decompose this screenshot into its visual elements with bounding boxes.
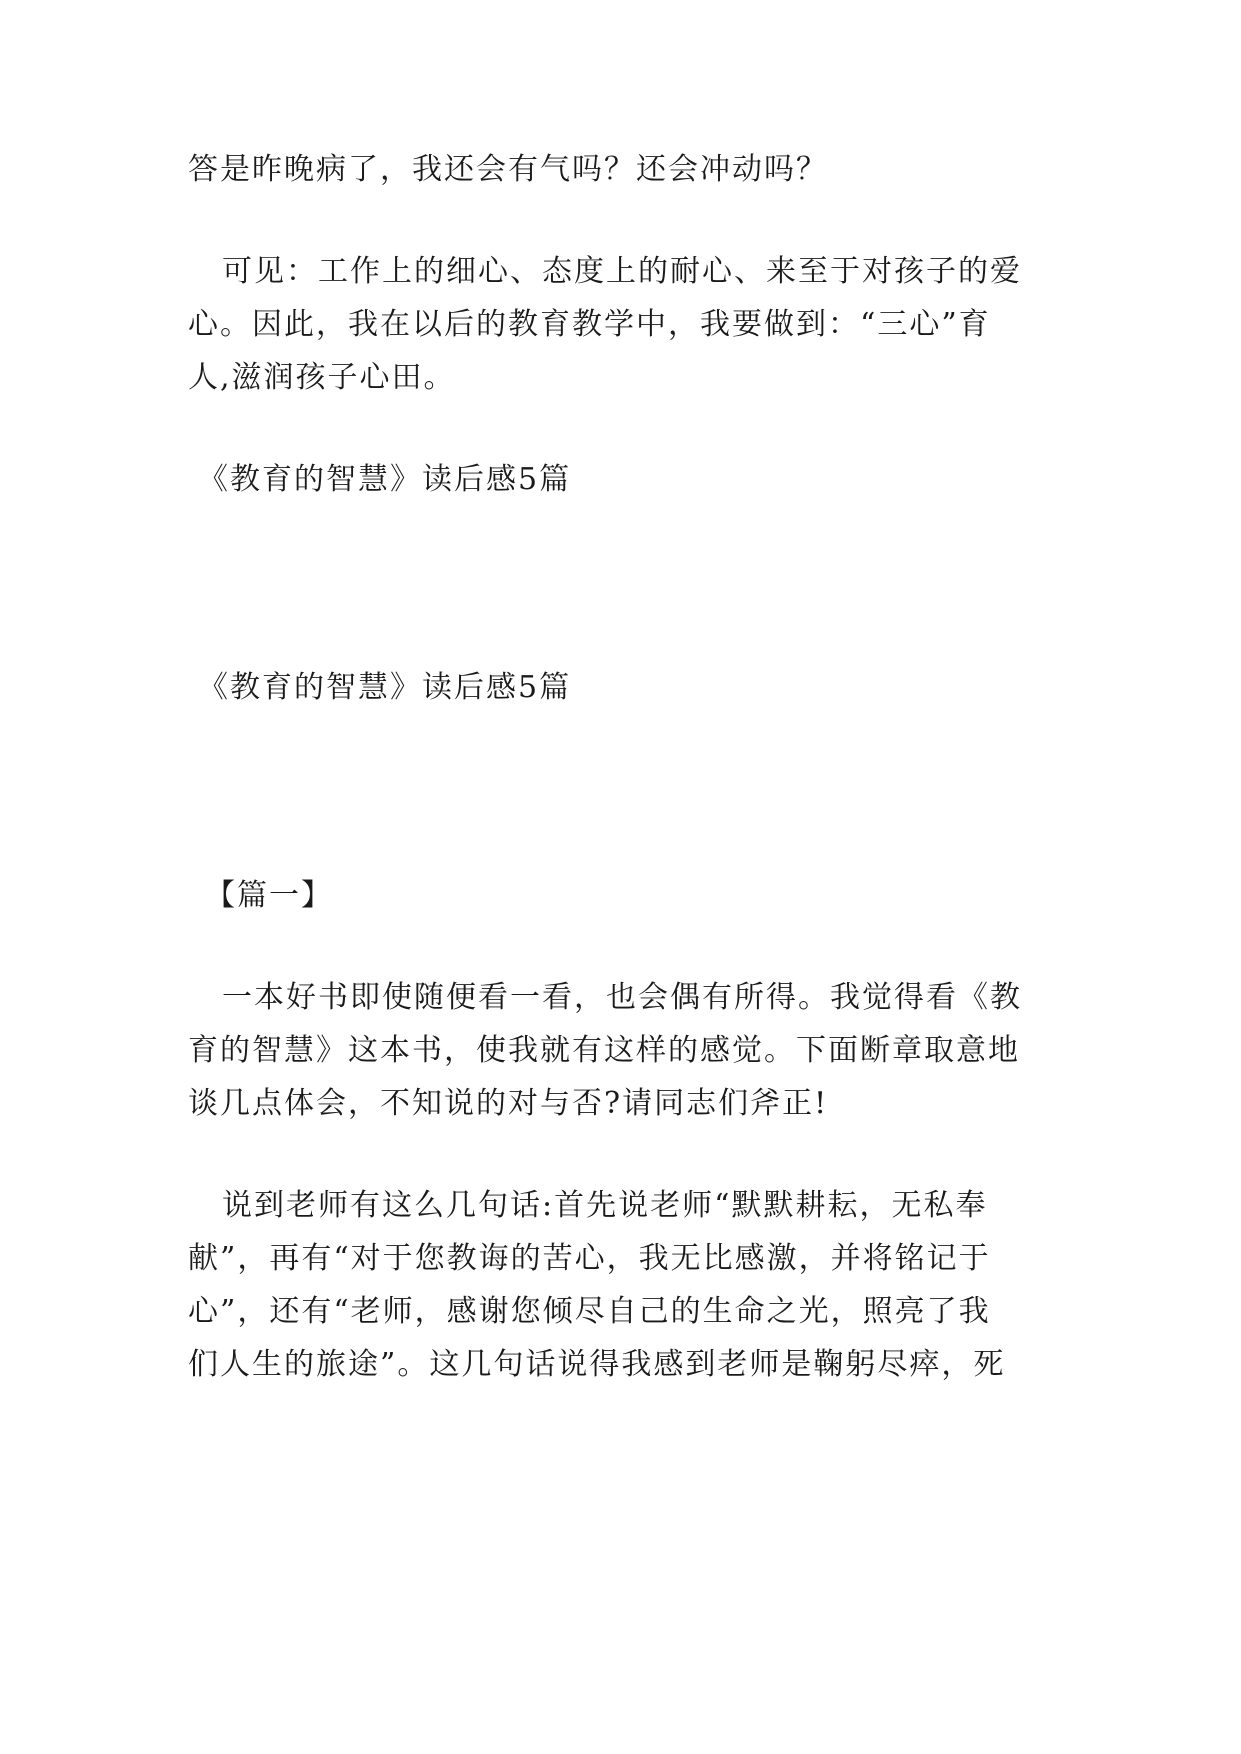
text-line: 可见：工作上的细心、态度上的耐心、来至于对孩子的爱 (222, 254, 1022, 289)
text-line: 谈几点体会，不知说的对与否?请同志们斧正! (188, 1086, 829, 1121)
text-line: 献”，再有“对于您教诲的苦心，我无比感激，并将铭记于 (188, 1241, 991, 1276)
section-label: 【篇一】 (205, 878, 333, 913)
document-title: 《教育的智慧》读后感5篇 (198, 670, 572, 705)
text-line: 一本好书即使随便看一看，也会偶有所得。我觉得看《教 (222, 980, 1022, 1015)
text-line: 们人生的旅途”。这几句话说得我感到老师是鞠躬尽瘁，死 (188, 1347, 1006, 1382)
text-line: 育的智慧》这本书，使我就有这样的感觉。下面断章取意地 (188, 1033, 1020, 1068)
text-line: 心”，还有“老师，感谢您倾尽自己的生命之光，照亮了我 (188, 1294, 991, 1329)
text-line: 心。因此，我在以后的教育教学中，我要做到：“三心”育 (188, 307, 991, 342)
text-line: 答是昨晚病了，我还会有气吗？还会冲动吗？ (188, 152, 828, 187)
document-title: 《教育的智慧》读后感5篇 (198, 462, 572, 497)
text-line: 说到老师有这么几句话:首先说老师“默默耕耘，无私奉 (222, 1188, 988, 1223)
text-line: 人,滋润孩子心田。 (188, 360, 456, 395)
